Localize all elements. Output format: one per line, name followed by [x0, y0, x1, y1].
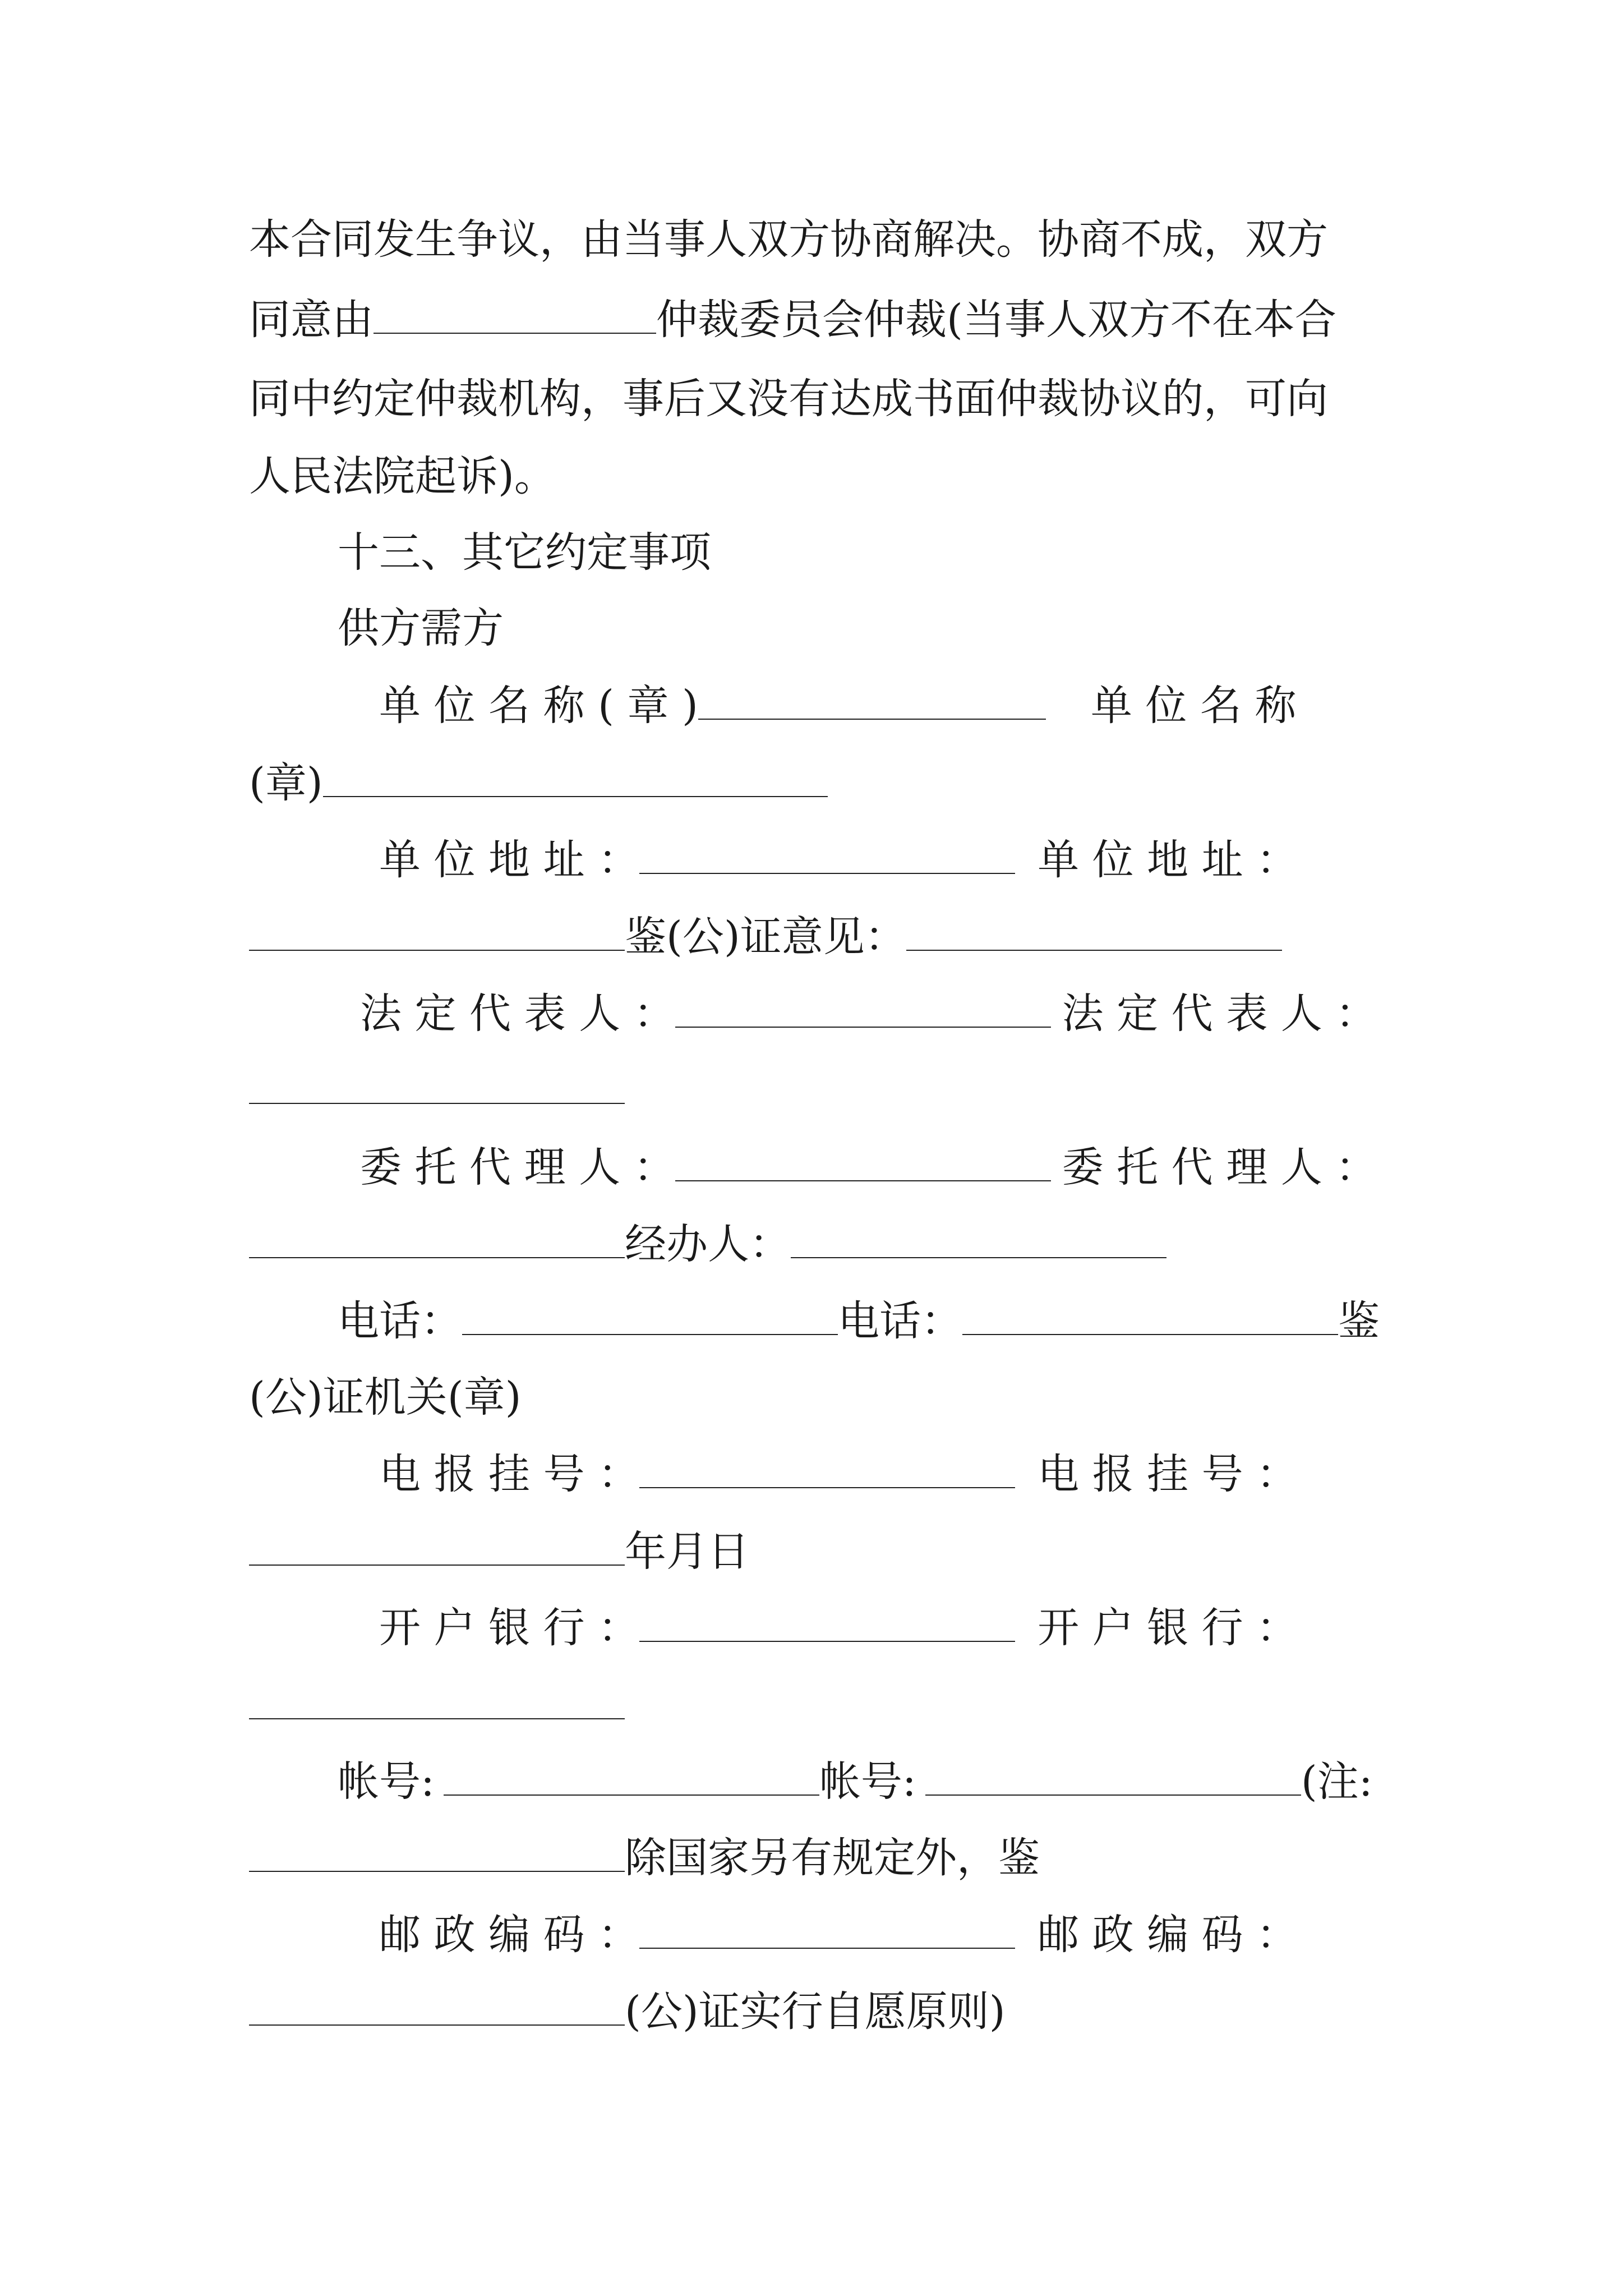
agent-field-supplier[interactable] — [675, 1141, 1051, 1181]
handler-label: 经办人： — [625, 1220, 791, 1268]
note-line-3: (公)证实行自愿原则) — [625, 1987, 1006, 2036]
legal-rep-field-supplier[interactable] — [675, 987, 1051, 1028]
phone-field-supplier[interactable] — [462, 1295, 838, 1335]
paragraph-12-line-4: 人民法院起诉)。 — [249, 452, 556, 500]
legal-rep-label-buyer: 法 定 代 表 人 ： — [1062, 990, 1377, 1038]
phone-label-supplier: 电话： — [338, 1297, 462, 1345]
unit-name-label-supplier: 单 位 名 称 ( 章 ) — [379, 682, 698, 730]
unit-name-label-buyer: 单 位 名 称 — [1090, 682, 1297, 730]
postal-field-buyer[interactable] — [249, 1985, 625, 2026]
account-field-buyer[interactable] — [925, 1755, 1301, 1796]
agent-label-buyer: 委 托 代 理 人 ： — [1062, 1143, 1377, 1191]
legal-rep-field-buyer[interactable] — [249, 1064, 625, 1104]
telegram-label-supplier: 电 报 挂 号 ： — [379, 1450, 640, 1498]
account-row-cont — [249, 1830, 1040, 1886]
notary-agency-label: (公)证机关(章) — [249, 1373, 522, 1421]
legal-rep-label-supplier: 法 定 代 表 人 ： — [360, 990, 675, 1038]
account-label-supplier: 帐号: — [338, 1757, 435, 1806]
legal-rep-row — [360, 986, 1377, 1042]
agent-row-cont — [249, 1216, 1166, 1272]
paragraph-12-line-3: 同中约定仲裁机构，事后又没有达成书面仲裁协议的，可向 — [249, 375, 1328, 423]
parties-heading: 供方需方 — [338, 604, 504, 652]
note-start: (注: — [1301, 1757, 1373, 1806]
telegram-row — [379, 1446, 1298, 1502]
account-extra-field[interactable] — [249, 1832, 625, 1872]
unit-name-field-supplier[interactable] — [698, 679, 1046, 720]
phone-label-buyer: 电话： — [838, 1297, 962, 1345]
postal-field-supplier[interactable] — [639, 1908, 1015, 1949]
unit-name-row — [379, 678, 1296, 734]
telegram-field-buyer[interactable] — [249, 1525, 625, 1566]
unit-name-field-buyer[interactable] — [323, 757, 828, 797]
unit-address-row-cont — [249, 909, 1282, 965]
unit-address-field-supplier[interactable] — [639, 834, 1015, 874]
postal-label-supplier: 邮 政 编 码 ： — [379, 1911, 640, 1959]
bank-label-supplier: 开 户 银 行 ： — [379, 1604, 640, 1652]
agent-field-buyer[interactable] — [249, 1218, 625, 1258]
bank-row — [379, 1600, 1298, 1656]
telegram-row-cont — [249, 1524, 749, 1580]
unit-name-row-cont: (章) — [249, 755, 828, 811]
bank-label-buyer: 开 户 银 行 ： — [1038, 1604, 1298, 1652]
postal-row — [379, 1907, 1298, 1963]
legal-rep-row-cont — [249, 1062, 625, 1118]
telegram-label-buyer: 电 报 挂 号 ： — [1038, 1450, 1298, 1498]
account-row — [338, 1754, 1373, 1810]
phone-field-buyer[interactable] — [962, 1295, 1338, 1335]
telegram-field-supplier[interactable] — [639, 1448, 1015, 1488]
bank-field-supplier[interactable] — [639, 1602, 1015, 1642]
agent-label-supplier: 委 托 代 理 人 ： — [360, 1143, 675, 1191]
notary-agency-row — [249, 1369, 521, 1425]
notary-opinion-label: 鉴(公)证意见： — [625, 913, 906, 961]
postal-row-cont — [249, 1984, 1006, 2040]
paragraph-12-line-1: 本合同发生争议，由当事人双方协商解决。协商不成，双方 — [249, 215, 1328, 264]
unit-address-field-buyer[interactable] — [249, 910, 625, 951]
account-label-buyer: 帐号: — [819, 1757, 916, 1806]
phone-row: 电话： 电话： 鉴 — [338, 1293, 1380, 1349]
agent-row — [360, 1139, 1377, 1195]
note-line-2: 除国家另有规定外，鉴 — [625, 1834, 1040, 1882]
bank-field-buyer[interactable] — [249, 1679, 625, 1719]
postal-label-buyer: 邮 政 编 码 ： — [1038, 1911, 1298, 1959]
handler-field[interactable] — [791, 1218, 1166, 1258]
notary-opinion-field[interactable] — [906, 910, 1282, 951]
paragraph-12-line-2: 同意由 仲裁委员会仲裁(当事人双方不在本合 — [249, 292, 1336, 348]
arbitration-commission-blank[interactable] — [374, 293, 656, 334]
unit-address-label-buyer: 单 位 地 址 ： — [1038, 836, 1298, 884]
account-field-supplier[interactable] — [444, 1755, 819, 1796]
section-13-heading: 十三、其它约定事项 — [338, 528, 711, 577]
unit-address-label-supplier: 单 位 地 址 ： — [379, 836, 640, 884]
unit-address-row — [379, 832, 1298, 888]
bank-row-cont — [249, 1677, 625, 1733]
date-label: 年月日 — [625, 1527, 749, 1576]
